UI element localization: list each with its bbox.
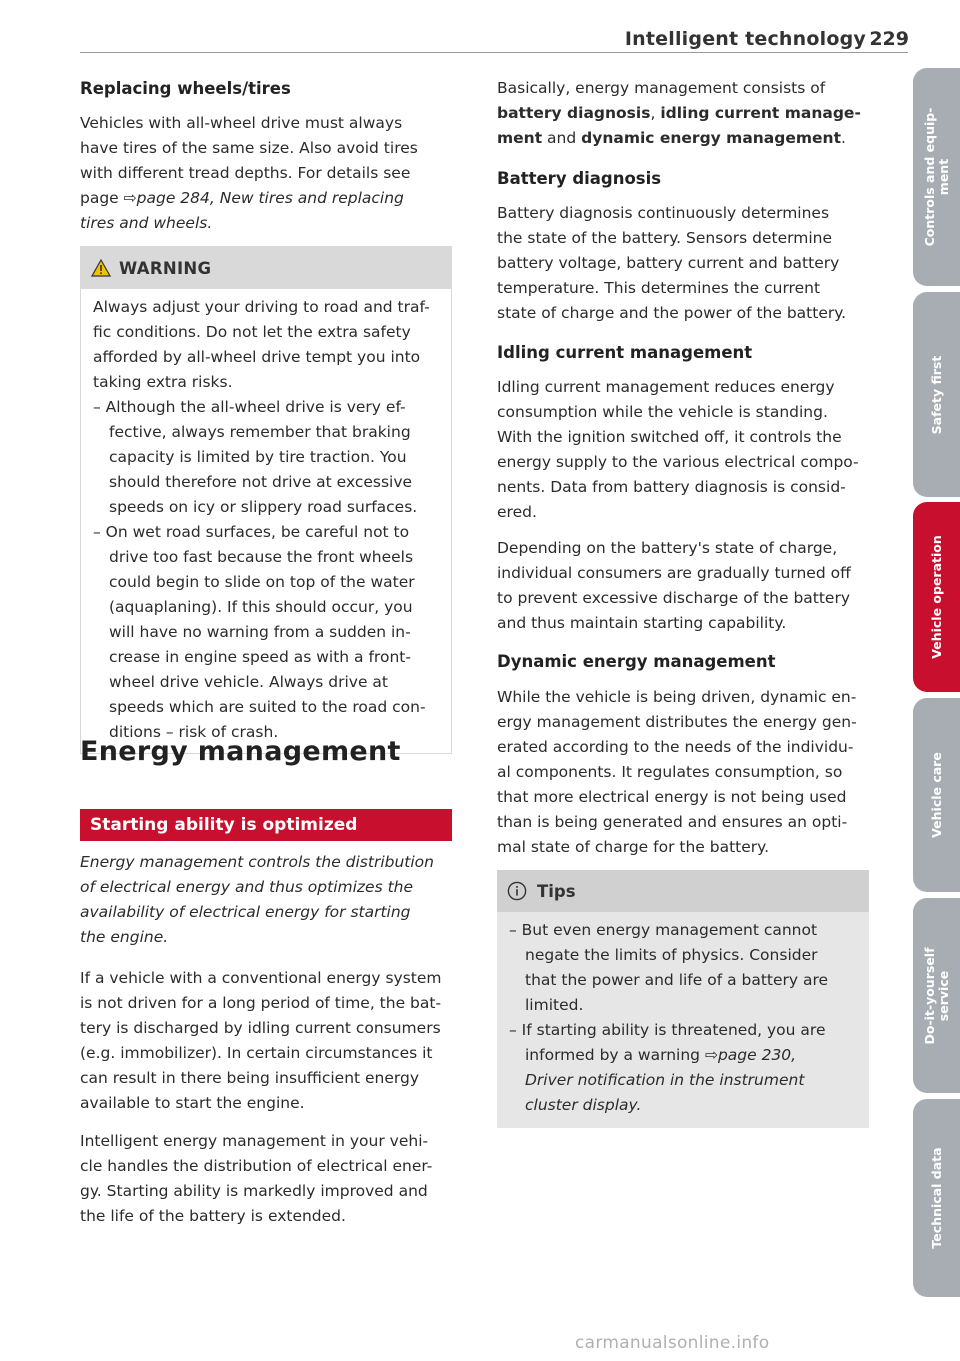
page-ref-link[interactable]: page 230,	[717, 1046, 797, 1064]
tips-header	[497, 870, 869, 912]
text-line: to prevent excessive discharge of the battery	[497, 589, 851, 607]
tab-technical-data[interactable]	[913, 1099, 960, 1297]
tips-box	[497, 870, 869, 1128]
text-span: page	[80, 189, 124, 207]
text-line	[80, 186, 452, 211]
text-line: gy. Starting ability is markedly improved and	[80, 1182, 428, 1200]
text-line: individual consumers are gradually turned off	[497, 564, 851, 582]
text-line	[497, 101, 869, 126]
text-line: will have no warning from a sudden in-	[109, 623, 411, 641]
text-line: ment	[935, 158, 951, 196]
text-line: Energy management controls the distribution	[80, 853, 434, 871]
bullet-line: – But even energy management cannot	[509, 921, 818, 939]
page-header	[80, 22, 908, 53]
heading-idling-current: Idling current management	[497, 343, 753, 362]
tab-vehicle-operation[interactable]	[913, 502, 960, 692]
tab-label: Vehicle care	[928, 752, 944, 838]
text-span: and	[542, 129, 582, 147]
text-line: have tires of the same size. Also avoid tires	[80, 139, 418, 157]
text-line: al components. It regulates consumption, so	[497, 763, 843, 781]
energy-intro	[497, 76, 869, 151]
intro-italic	[80, 850, 452, 950]
bullet-line: – Although the all-wheel drive is very ef-	[93, 398, 406, 416]
text-line: fective, always remember that braking	[109, 423, 411, 441]
tab-label	[923, 108, 951, 247]
warning-header	[81, 247, 451, 289]
warning-title: WARNING	[119, 258, 212, 278]
text-line: (aquaplaning). If this should occur, you	[109, 598, 413, 616]
text-line: negate the limits of physics. Consider	[525, 946, 818, 964]
paragraph-intelligent	[80, 1129, 452, 1229]
text-line: speeds which are suited to the road con-	[109, 698, 426, 716]
text-line: is not driven for a long period of time, the bat-	[80, 994, 442, 1012]
text-line: Intelligent energy management in your vehi-	[80, 1132, 429, 1150]
text-line: nents. Data from battery diagnosis is consid-	[497, 478, 846, 496]
text-line: ergy management distributes the energy gen-	[497, 713, 857, 731]
text-line: could begin to slide on top of the water	[109, 573, 415, 591]
text-line: can result in there being insufficient energy	[80, 1069, 420, 1087]
tips-body	[497, 912, 869, 1128]
tips-title: Tips	[537, 881, 576, 901]
text-line: battery voltage, battery current and battery	[497, 254, 840, 272]
text-line: than is being generated and ensures an opti-	[497, 813, 848, 831]
text-line: Always adjust your driving to road and traf-	[93, 298, 430, 316]
text-line: Do-it-yourself	[921, 946, 937, 1045]
text-line: If a vehicle with a conventional energy system	[80, 969, 442, 987]
text-line: Depending on the battery's state of charge,	[497, 539, 838, 557]
tab-do-it-yourself-service[interactable]	[913, 898, 960, 1093]
text-line	[509, 1043, 857, 1068]
text-line: fic conditions. Do not let the extra safety	[93, 323, 411, 341]
tab-label: Vehicle operation	[928, 535, 944, 659]
paragraph-conventional	[80, 966, 452, 1116]
tab-label: Safety first	[928, 355, 944, 434]
text-line: Idling current management reduces energy	[497, 378, 835, 396]
depending-paragraph	[497, 536, 869, 636]
text-line: Controls and equip-	[921, 107, 937, 247]
text-line: consumption while the vehicle is standing.	[497, 403, 828, 421]
page-ref-link-cont[interactable]: tires and wheels.	[80, 214, 213, 232]
text-line: While the vehicle is being driven, dynamic en-	[497, 688, 857, 706]
text-line	[497, 126, 869, 151]
text-line: that more electrical energy is not being used	[497, 788, 847, 806]
page-ref-arrow: ⇨	[704, 1046, 718, 1064]
section-subtitle-bar: Starting ability is optimized	[80, 809, 452, 841]
heading-battery-diagnosis: Battery diagnosis	[497, 169, 662, 188]
page-ref-link-cont[interactable]: cluster display.	[525, 1096, 642, 1114]
text-line: mal state of charge for the battery.	[497, 838, 770, 856]
battery-paragraph	[497, 201, 869, 326]
page-number: 229	[869, 28, 909, 50]
text-line: should therefore not drive at excessive	[109, 473, 413, 491]
tab-vehicle-care[interactable]	[913, 698, 960, 892]
text-line: With the ignition switched off, it controls the	[497, 428, 842, 446]
bullet-line: – On wet road surfaces, be careful not to	[93, 523, 410, 541]
page-ref-arrow: ⇨	[123, 189, 137, 207]
text-line: with different tread depths. For details see	[80, 164, 411, 182]
tab-label	[923, 947, 951, 1044]
text-line: (e.g. immobilizer). In certain circumstances it	[80, 1044, 433, 1062]
bullet-line: – If starting ability is threatened, you are	[509, 1021, 826, 1039]
text-line: of electrical energy and thus optimizes the	[80, 878, 414, 896]
text-line: Basically, energy management consists of	[497, 79, 826, 97]
text-line: erated according to the needs of the individu-	[497, 738, 854, 756]
text-line: temperature. This determines the current	[497, 279, 821, 297]
text-line: afforded by all-wheel drive tempt you into	[93, 348, 421, 366]
text-line: taking extra risks.	[93, 373, 233, 391]
text-line: limited.	[525, 996, 584, 1014]
text-span: ,	[650, 104, 661, 122]
text-line: energy supply to the various electrical compo-	[497, 453, 859, 471]
bold-term: ment	[497, 129, 543, 147]
text-line: cle handles the distribution of electrical ener-	[80, 1157, 433, 1175]
text-line: tery is discharged by idling current consumers	[80, 1019, 441, 1037]
text-line: that the power and life of a battery are	[525, 971, 829, 989]
tab-safety-first[interactable]	[913, 292, 960, 497]
bold-term: battery diagnosis	[497, 104, 651, 122]
tab-label: Technical data	[928, 1147, 944, 1249]
warning-box	[80, 246, 452, 754]
warning-triangle-icon	[91, 259, 111, 277]
page-ref-link[interactable]: page 284, New tires and replacing	[136, 189, 404, 207]
heading-replacing-wheels: Replacing wheels/tires	[80, 79, 291, 98]
text-line: service	[935, 970, 951, 1021]
idling-paragraph	[497, 375, 869, 525]
wheels-paragraph	[80, 111, 452, 236]
text-line: availability of electrical energy for starting	[80, 903, 411, 921]
text-line: Battery diagnosis continuously determines	[497, 204, 830, 222]
tab-controls-and-equipment[interactable]	[913, 68, 960, 286]
text-line: speeds on icy or slippery road surfaces.	[109, 498, 418, 516]
text-line: and thus maintain starting capability.	[497, 614, 787, 632]
text-line: ditions – risk of crash.	[109, 723, 279, 741]
text-line: the life of the battery is extended.	[80, 1207, 346, 1225]
watermark: carmanualsonline.info	[575, 1333, 770, 1353]
text-span: informed by a warning	[525, 1046, 705, 1064]
section-title: Energy management	[80, 736, 401, 767]
text-line: available to start the engine.	[80, 1094, 305, 1112]
text-line: drive too fast because the front wheels	[109, 548, 414, 566]
warning-body	[81, 289, 451, 753]
bold-term: idling current manage-	[660, 104, 861, 122]
text-line: the engine.	[80, 928, 169, 946]
text-line: wheel drive vehicle. Always drive at	[109, 673, 389, 691]
text-line: ered.	[497, 503, 537, 521]
page-ref-link-cont[interactable]: Driver notification in the instrument	[525, 1071, 805, 1089]
info-icon	[507, 881, 527, 901]
dynamic-paragraph	[497, 685, 869, 860]
text-line: crease in engine speed as with a front-	[109, 648, 411, 666]
header-title: Intelligent technology	[624, 28, 866, 50]
heading-dynamic-energy: Dynamic energy management	[497, 652, 776, 671]
text-line: capacity is limited by tire traction. You	[109, 448, 407, 466]
text-line: state of charge and the power of the battery.	[497, 304, 847, 322]
text-line: Vehicles with all-wheel drive must always	[80, 114, 403, 132]
bold-term: dynamic energy management	[581, 129, 841, 147]
text-span: .	[841, 129, 846, 147]
text-line: the state of the battery. Sensors determine	[497, 229, 832, 247]
